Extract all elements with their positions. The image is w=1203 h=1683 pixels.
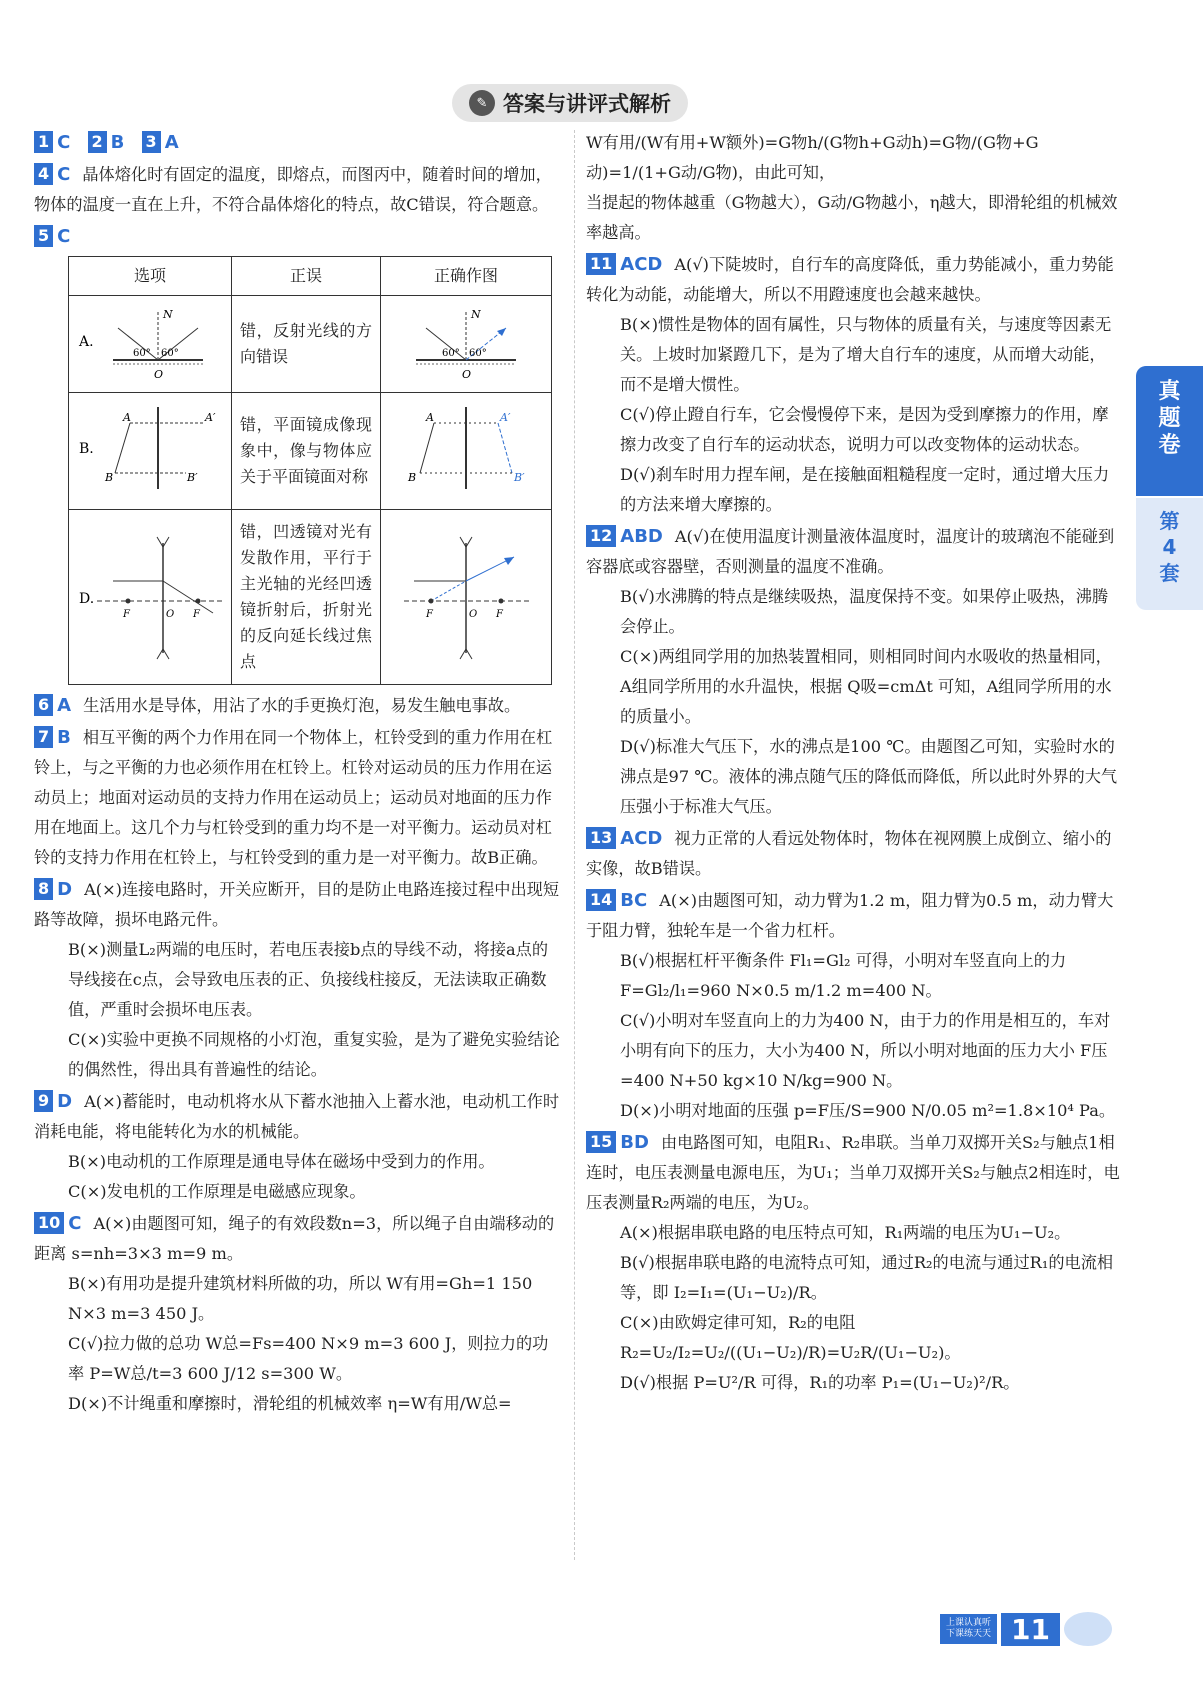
svg-text:O: O — [462, 368, 472, 381]
q10-option-c: C(√)拉力做的总功 W总=Fs=400 N×9 m=3 600 J，则拉力的功率 P=W总/t=3 600 J/12 s=300 W。 — [68, 1334, 549, 1383]
q9-option-b: B(×)电动机的工作原理是通电导体在磁场中受到力的作用。 — [68, 1152, 495, 1171]
q8-answer: D — [57, 879, 73, 900]
q12-option-a: A(√)在使用温度计测量液体温度时，温度计的玻璃泡不能碰到容器底或容器壁，否则测量的温度不准确。 — [586, 527, 1115, 576]
set-tab-label: 第4套 — [1159, 509, 1180, 585]
svg-text:A: A — [426, 411, 434, 424]
figure-d-correct — [381, 510, 552, 685]
q14-option-d: D(×)小明对地面的压强 p=F压/S=900 N/0.05 m²=1.8×10⁴ Pa。 — [620, 1101, 1116, 1120]
q5-row-b — [69, 393, 552, 510]
svg-text:N: N — [471, 308, 481, 321]
lens-figure-d-correct — [396, 523, 536, 663]
set-tab — [1136, 498, 1203, 610]
mirror-figure-b-correct — [396, 397, 536, 497]
q7-explanation: 相互平衡的两个力作用在同一个物体上，杠铃受到的重力作用在杠铃上，与之平衡的力也必须作用在杠铃上。杠铃对运动员的压力作用在运动员上；地面对运动员的支持力作用在运动员上；运动员对地面的压力作用在地面上。这几个力与杠铃受到的重力均不是一对平衡力。运动员对杠铃的支持力作用在杠铃上，与杠铃受到的重力是一对平衡力。故B正确。 — [34, 728, 553, 867]
q11-option-d: D(√)刹车时用力捏车闸，是在接触面粗糙程度一定时，通过增大压力的方法来增大摩擦的。 — [620, 465, 1110, 514]
q9-option-c: C(×)发电机的工作原理是电磁感应现象。 — [68, 1182, 366, 1201]
q10-option-a: A(×)由题图可知，绳子的有效段数n=3，所以绳子自由端移动的距离 s=nh=3×3 m=9 m。 — [34, 1214, 555, 1263]
q15-answer: BD — [620, 1132, 649, 1153]
q8-option-c: C(×)实验中更换不同规格的小灯泡，重复实验，是为了避免实验结论的偶然性，得出具有普遍性的结论。 — [68, 1030, 560, 1079]
mirror-figure-b — [73, 397, 227, 497]
q10-number: 10 — [34, 1212, 64, 1234]
reflection-figure-a — [73, 298, 227, 382]
q9-block — [34, 1087, 562, 1207]
q15-option-d: D(√)根据 P=U²/R 可得，R₁的功率 P₁=(U₁−U₂)²/R。 — [620, 1373, 1020, 1392]
q15-block — [586, 1128, 1121, 1398]
q12-option-b: B(√)水沸腾的特点是继续吸热，温度保持不变。如果停止吸热，沸腾会停止。 — [620, 587, 1109, 636]
svg-text:B′: B′ — [187, 471, 198, 484]
q4-explanation: 晶体熔化时有固定的温度，即熔点，而图丙中，随着时间的增加，物体的温度一直在上升，不符合晶体熔化的特点，故C错误，符合题意。 — [34, 165, 552, 214]
q1-number: 1 — [34, 131, 53, 153]
judgement-a: 错，反射光线的方向错误 — [232, 296, 381, 393]
q5-table — [68, 256, 552, 685]
svg-text:A′: A′ — [205, 411, 216, 424]
q10-option-d: D(×)不计绳重和摩擦时，滑轮组的机械效率 η=W有用/W总= — [68, 1394, 512, 1413]
q8-number: 8 — [34, 878, 53, 900]
lens-figure-d — [73, 523, 227, 663]
figure-a-wrong — [69, 296, 232, 393]
q11-answer: ACD — [620, 254, 663, 275]
svg-text:O: O — [166, 609, 175, 620]
svg-text:B′: B′ — [514, 471, 525, 484]
q9-answer: D — [57, 1091, 73, 1112]
svg-text:O: O — [469, 609, 478, 620]
q15-number: 15 — [586, 1131, 616, 1153]
q10-efficiency-formula: W有用/(W有用+W额外)=G物h/(G物h+G动h)=G物/(G物+G动)=1/(1+G动/G物)，由此可知， — [586, 133, 1039, 182]
figure-a-correct — [381, 296, 552, 393]
q4-number: 4 — [34, 163, 53, 185]
q14-option-b: B(√)根据杠杆平衡条件 Fl₁=Gl₂ 可得，小明对车竖直向上的力 F=Gl₂/l₁=960 N×0.5 m/1.2 m=400 N。 — [620, 951, 1067, 1000]
q12-block — [586, 522, 1121, 822]
q6-block — [34, 691, 562, 721]
q8-option-a: A(×)连接电路时，开关应断开，目的是防止电路连接过程中出现短路等故障，损坏电路元件。 — [34, 880, 560, 929]
svg-text:A.: A. — [79, 334, 94, 350]
q12-answer: ABD — [620, 526, 663, 547]
q12-option-d: D(√)标准大气压下，水的沸点是100 ℃。由题图乙可知，实验时水的沸点是97 ℃。液体的沸点随气压的降低而降低，所以此时外界的大气压强小于标准大气压。 — [620, 737, 1118, 816]
svg-text:B: B — [105, 471, 114, 484]
q6-answer: A — [57, 695, 72, 716]
q7-block — [34, 723, 562, 873]
figure-d-wrong — [69, 510, 232, 685]
q12-option-c: C(×)两组同学用的加热装置相同，则相同时间内水吸收的热量相同，A组同学所用的水升温快，根据 Q吸=cmΔt 可知，A组同学所用的水的质量小。 — [620, 647, 1112, 726]
q14-number: 14 — [586, 889, 616, 911]
q15-intro: 由电路图可知，电阻R₁、R₂串联。当单刀双掷开关S₂与触点1相连时，电压表测量电源电压，为U₁；当单刀双掷开关S₂与触点2相连时，电压表测量R₂两端的电压，为U₂。 — [586, 1133, 1120, 1212]
q12-number: 12 — [586, 525, 616, 547]
q5-block — [34, 222, 562, 252]
svg-text:N: N — [163, 308, 173, 321]
q8-block — [34, 875, 562, 1085]
q10-option-b: B(×)有用功是提升建筑材料所做的功，所以 W有用=Gh=1 150 N×3 m=3 450 J。 — [68, 1274, 533, 1323]
q9-number: 9 — [34, 1090, 53, 1112]
q14-option-a: A(×)由题图可知，动力臂为1.2 m，阻力臂为0.5 m，动力臂大于阻力臂，独轮车是一个省力杠杆。 — [586, 891, 1114, 940]
series-tab-label: 真题卷 — [1158, 379, 1181, 458]
footer-slogan: 上课认真听 下课练天天 — [940, 1614, 997, 1644]
q2-answer: B — [110, 132, 125, 153]
q2-number: 2 — [88, 131, 107, 153]
q11-option-a: A(√)下陡坡时，自行车的高度降低，重力势能减小，重力势能转化为动能，动能增大，所以不用蹬速度也会越来越快。 — [586, 255, 1114, 304]
reflection-figure-a-correct — [396, 298, 536, 382]
q4-answer: C — [57, 164, 71, 185]
svg-text:F: F — [496, 609, 503, 620]
page-title-text: 答案与讲评式解析 — [503, 92, 671, 116]
q11-option-b: B(×)惯性是物体的固有属性，只与物体的质量有关，与速度等因素无关。上坡时加紧蹬几下，是为了增大自行车的速度，从而增大动能，而不是增大惯性。 — [620, 315, 1112, 394]
mascot-icon — [1064, 1612, 1112, 1646]
q5-answer: C — [57, 226, 71, 247]
q13-block — [586, 824, 1121, 884]
q10-conclusion: 当提起的物体越重（G物越大），G动/G物越小，η越大，即滑轮组的机械效率越高。 — [586, 193, 1118, 242]
q10-continuation — [586, 128, 1121, 248]
q15-option-c: C(×)由欧姆定律可知，R₂的电阻 R₂=U₂/I₂=U₂/((U₁−U₂)/R)=U₂R/(U₁−U₂)。 — [620, 1313, 961, 1362]
left-column — [34, 128, 562, 1421]
q10-block — [34, 1209, 562, 1419]
q11-number: 11 — [586, 253, 616, 275]
judgement-d: 错，凹透镜对光有发散作用，平行于主光轴的光经凹透镜折射后，折射光的反向延长线过焦点 — [232, 510, 381, 685]
svg-text:A: A — [123, 411, 131, 424]
q6-explanation: 生活用水是导体，用沾了水的手更换灯泡，易发生触电事故。 — [83, 696, 521, 715]
page-footer — [940, 1610, 1112, 1648]
header-option: 选项 — [69, 257, 232, 296]
q1-answer: C — [57, 132, 71, 153]
q15-option-b: B(√)根据串联电路的电流特点可知，通过R₂的电流与通过R₁的电流相等，即 I₂=I₁=(U₁−U₂)/R。 — [620, 1253, 1114, 1302]
q14-block — [586, 886, 1121, 1126]
svg-text:A′: A′ — [500, 411, 511, 424]
document-icon: ✎ — [469, 90, 495, 116]
header-correct-figure: 正确作图 — [381, 257, 552, 296]
q14-option-c: C(√)小明对车竖直向上的力为400 N，由于力的作用是相互的，车对小明有向下的压力，大小为400 N，所以小明对地面的压力大小 F压=400 N+50 kg×10 N/kg=900 N。 — [620, 1011, 1111, 1090]
q11-option-c: C(√)停止蹬自行车，它会慢慢停下来，是因为受到摩擦力的作用，摩擦力改变了自行车的运动状态，说明力可以改变物体的运动状态。 — [620, 405, 1109, 454]
page-number: 11 — [1001, 1613, 1060, 1646]
right-column — [586, 128, 1121, 1400]
q13-explanation: 视力正常的人看远处物体时，物体在视网膜上成倒立、缩小的实像，故B错误。 — [586, 829, 1112, 878]
q5-row-a — [69, 296, 552, 393]
svg-text:D.: D. — [79, 591, 95, 607]
q7-number: 7 — [34, 726, 53, 748]
q15-option-a: A(×)根据串联电路的电压特点可知，R₁两端的电压为U₁−U₂。 — [620, 1223, 1071, 1242]
svg-text:F: F — [426, 609, 433, 620]
q3-number: 3 — [142, 131, 161, 153]
answer-row-1-3 — [34, 128, 562, 158]
svg-text:60°: 60° — [161, 348, 179, 359]
q8-option-b: B(×)测量L₂两端的电压时，若电压表接b点的导线不动，将接a点的导线接在c点，会导致电压表的正、负接线柱接反，无法读取正确数值，严重时会损坏电压表。 — [68, 940, 549, 1019]
figure-b-correct — [381, 393, 552, 510]
svg-text:B: B — [408, 471, 417, 484]
svg-text:60°: 60° — [133, 348, 151, 359]
q9-option-a: A(×)蓄能时，电动机将水从下蓄水池抽入上蓄水池，电动机工作时消耗电能，将电能转化为水的机械能。 — [34, 1092, 560, 1141]
q7-answer: B — [57, 727, 71, 748]
q13-number: 13 — [586, 827, 616, 849]
q3-answer: A — [164, 132, 179, 153]
judgement-b: 错，平面镜成像现象中，像与物体应关于平面镜面对称 — [232, 393, 381, 510]
figure-b-wrong — [69, 393, 232, 510]
series-tab — [1136, 366, 1203, 496]
column-divider — [574, 130, 575, 1560]
q5-number: 5 — [34, 225, 53, 247]
q5-row-d — [69, 510, 552, 685]
q6-number: 6 — [34, 694, 53, 716]
page-title — [452, 84, 688, 122]
q11-block — [586, 250, 1121, 520]
svg-text:O: O — [154, 368, 164, 381]
q14-answer: BC — [620, 890, 648, 911]
q4-block — [34, 160, 562, 220]
q13-answer: ACD — [620, 828, 663, 849]
svg-text:60°: 60° — [442, 348, 460, 359]
q5-table-header — [69, 257, 552, 296]
svg-text:F: F — [123, 609, 130, 620]
svg-text:60°: 60° — [469, 348, 487, 359]
header-judgement: 正误 — [232, 257, 381, 296]
svg-text:F: F — [193, 609, 200, 620]
q10-answer: C — [68, 1213, 82, 1234]
svg-text:B.: B. — [79, 441, 94, 457]
